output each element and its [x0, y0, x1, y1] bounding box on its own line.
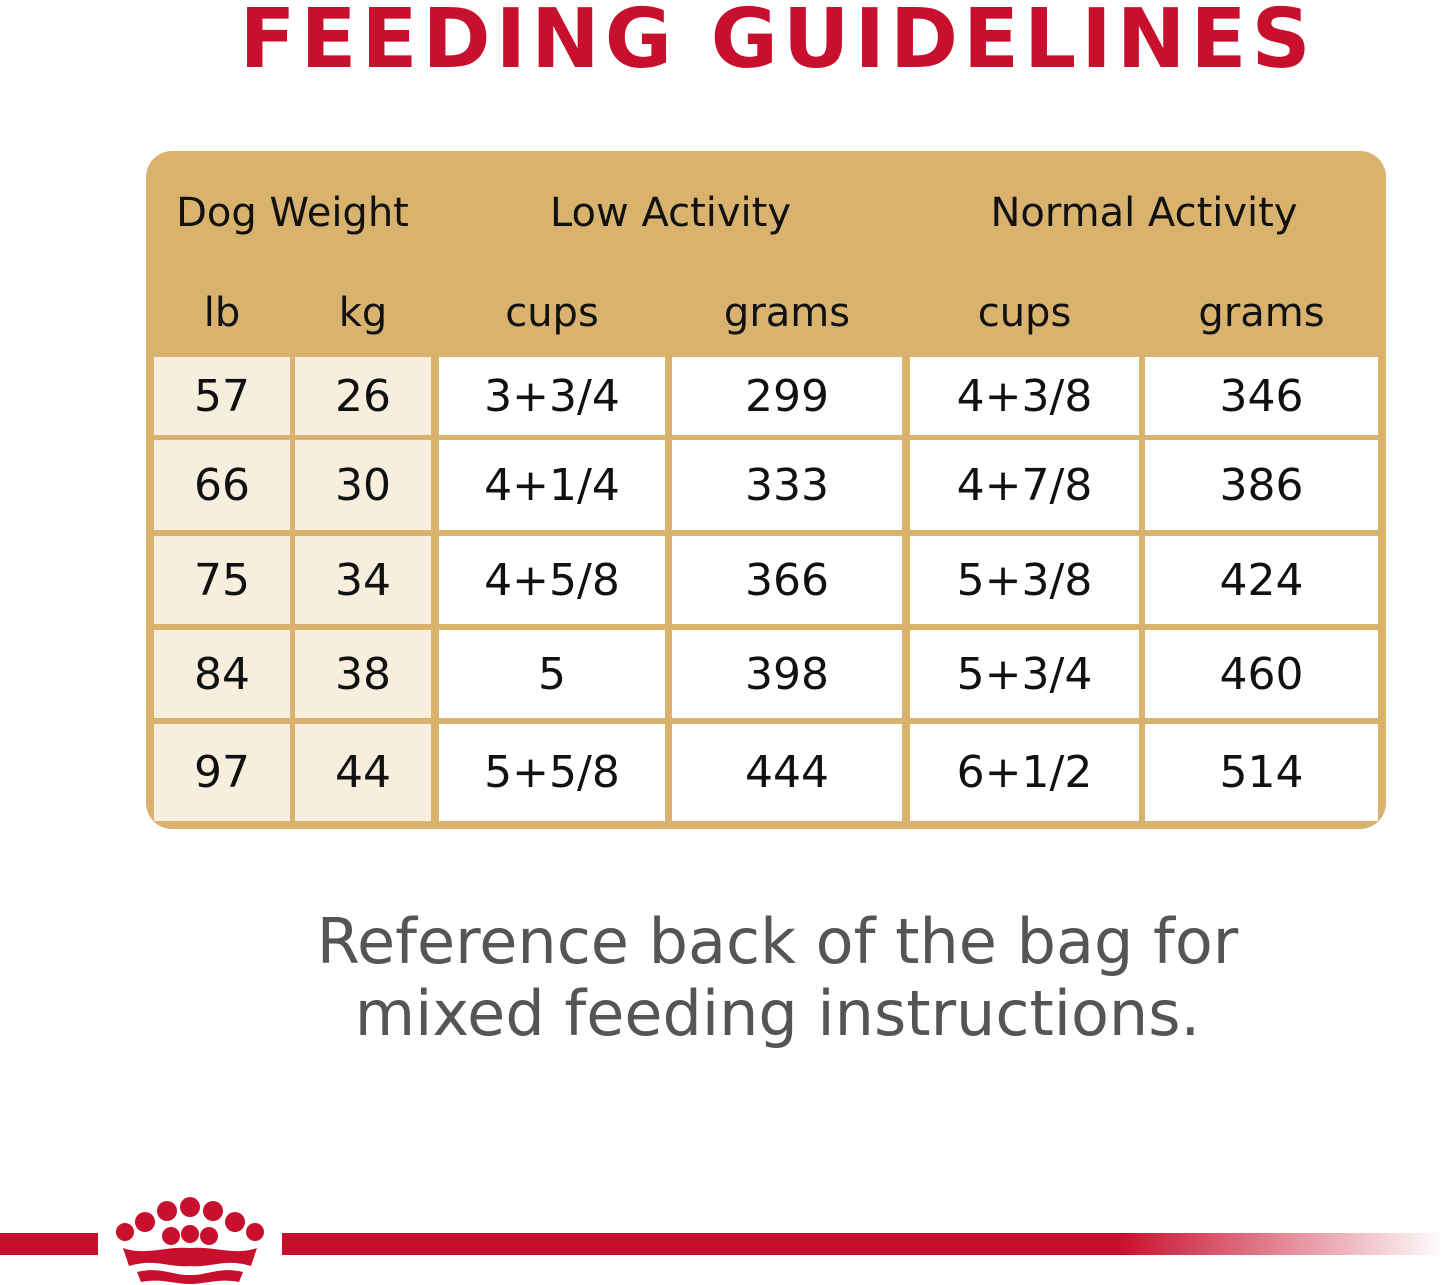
cell-lb: 84 [154, 630, 290, 718]
cell-low-grams: 398 [672, 630, 902, 718]
subheader-normal-grams: grams [1145, 273, 1378, 353]
subheader-kg: kg [295, 273, 431, 353]
cell-normal-cups: 5+3/8 [910, 536, 1139, 624]
cell-low-grams: 299 [672, 357, 902, 435]
header-dog-weight: Dog Weight [154, 159, 431, 267]
subheader-low-grams: grams [672, 273, 902, 353]
brand-bar-left [0, 1233, 98, 1255]
cell-kg: 34 [295, 536, 431, 624]
cell-lb: 97 [154, 724, 290, 821]
note-line-2: mixed feeding instructions. [354, 977, 1201, 1050]
cell-kg: 30 [295, 440, 431, 530]
cell-normal-grams: 514 [1145, 724, 1378, 821]
cell-low-cups: 5+5/8 [439, 724, 665, 821]
cell-low-cups: 4+5/8 [439, 536, 665, 624]
cell-lb: 57 [154, 357, 290, 435]
subheader-normal-cups: cups [910, 273, 1139, 353]
cell-low-grams: 366 [672, 536, 902, 624]
brand-bar-right [282, 1233, 1445, 1255]
cell-normal-grams: 386 [1145, 440, 1378, 530]
cell-low-grams: 333 [672, 440, 902, 530]
cell-kg: 44 [295, 724, 431, 821]
page-title: FEEDING GUIDELINES [239, 0, 1316, 87]
cell-normal-cups: 4+3/8 [910, 357, 1139, 435]
mixed-feeding-note [0, 906, 1445, 1050]
feeding-table [146, 151, 1386, 829]
note-line-1: Reference back of the bag for [316, 905, 1239, 978]
cell-low-cups: 5 [439, 630, 665, 718]
cell-low-grams: 444 [672, 724, 902, 821]
cell-normal-grams: 346 [1145, 357, 1378, 435]
crown-icon [105, 1196, 275, 1285]
subheader-lb: lb [154, 273, 290, 353]
cell-lb: 66 [154, 440, 290, 530]
subheader-low-cups: cups [439, 273, 665, 353]
cell-kg: 26 [295, 357, 431, 435]
cell-normal-cups: 5+3/4 [910, 630, 1139, 718]
header-normal-activity: Normal Activity [910, 159, 1378, 267]
cell-low-cups: 3+3/4 [439, 357, 665, 435]
cell-normal-grams: 424 [1145, 536, 1378, 624]
header-low-activity: Low Activity [439, 159, 902, 267]
cell-low-cups: 4+1/4 [439, 440, 665, 530]
cell-normal-grams: 460 [1145, 630, 1378, 718]
cell-normal-cups: 6+1/2 [910, 724, 1139, 821]
cell-lb: 75 [154, 536, 290, 624]
cell-kg: 38 [295, 630, 431, 718]
cell-normal-cups: 4+7/8 [910, 440, 1139, 530]
